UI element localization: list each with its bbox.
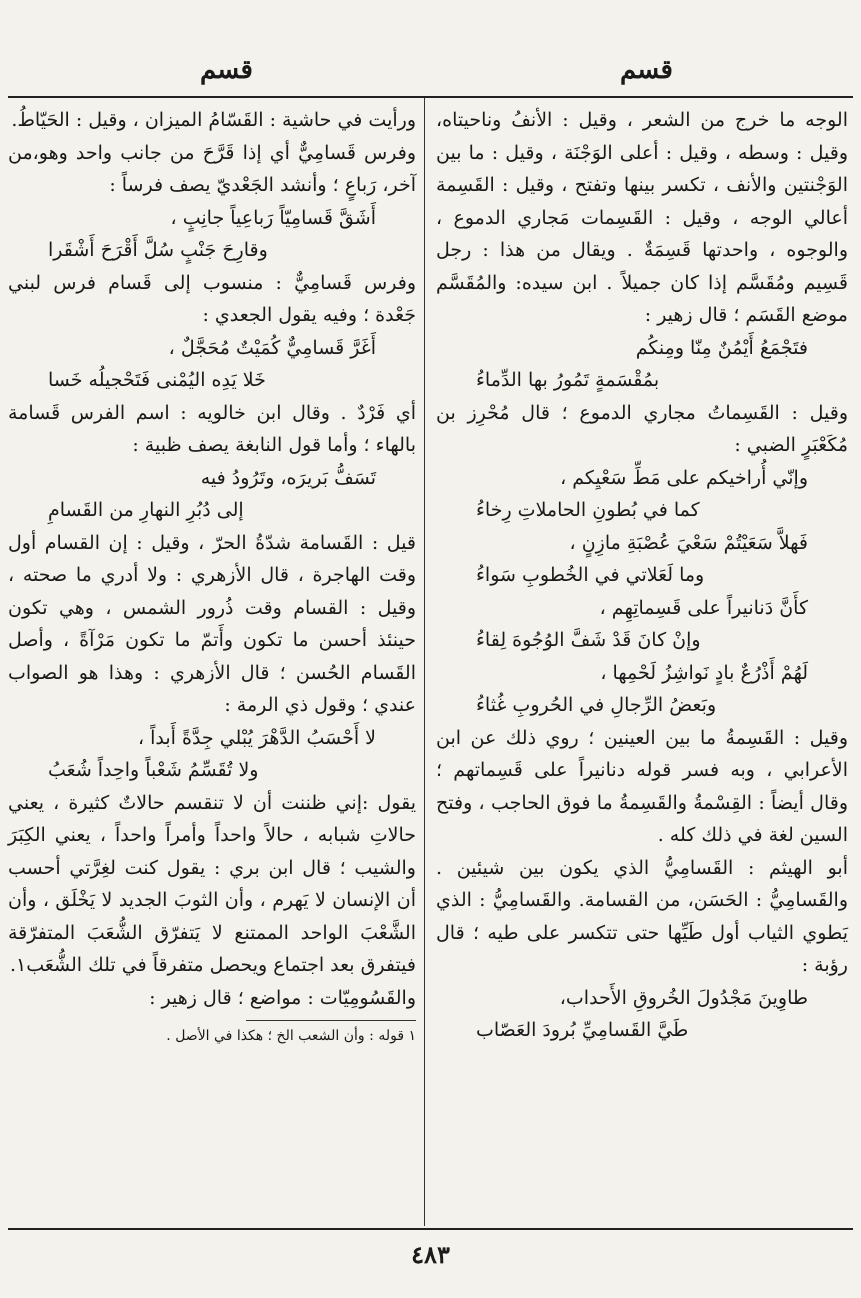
right-column [436,104,848,1047]
paragraph: قيل : القَسامة شدّةُ الحرّ ، وقيل : إن القسام أول وقت الهاجرة ، قال الأزهري : ولا أدري ما صحته ، وقيل : القسام وقت ذُرور الشمس ، وهي تكون حينئذ أحسن ما تكون وأَتمّ ما تكون مَرْآةً ، وأصل القَسام الحُسن ؛ قال الأزهري : وهذا هو الصواب عندي ؛ وقول ذي الرمة : [8,531,416,716]
verse-line: وإنْ كانَ قَدْ شَفَّ الوُجُوهَ لِقاءُ [476,629,701,651]
verse-line: ولا تُقَسِّمُ شَعْباً واحِداً شُعَبُ [48,759,259,781]
header-root-word-left: قسم [200,55,253,85]
paragraph: وفرس قَسامِيٌّ أي إذا قَرَّحَ من جانب واحد وهو،من آخر، رَباعٍ ؛ وأنشد الجَعْديّ يصف فرساً : [8,141,416,196]
paragraph: الوجه ما خرج من الشعر ، وقيل : الأنفُ وناحيتاه، وقيل : وسطه ، وقيل : أعلى الوَجْنَة ، وقيل : ما بين الوَجْنتين والأنف ، تكسر بينها وتفتح ، وقيل : القَسِمة أعالي الوجه ، وقيل : القَسِمات مَجاري الدموع ، والوجوه ، واحدتها قَسِمَةٌ . ويقال من هذا : رجل قَسِيم ومُقَسَّم إذا كان جميلاً . ابن سيده: والمُقَسَّم موضع القَسَم ؛ قال زهير : [436,109,848,326]
verse-line: فتَجْمَعُ أَيْمُنٌ مِنّا ومِنكُم [635,336,808,359]
paragraph: يقول :إني ظننت أن لا تنقسم حالاتٌ كثيرة ، يعني حالاتِ شبابه ، حالاً واحداً وأمراً واحداً ، يعني الكِبَرَ والشيب ؛ قال ابن بري : يقول كنت لغِرَّتي أحسب أن الإنسان لا يَهرم ، وأن الثوبَ الجديد لا يَخْلَق ، وأن الشَّعْبَ الواحد الممتنع لا يَتفرّق الشُّعَبَ المتفرّقة فيتفرق بعد اجتماع ويحصل متفرقاً في تلك الشُّعَب١. [8,791,416,976]
verse-line: طاوِينَ مَجْدُولَ الخُروقِ الأَحداب، [559,986,808,1009]
verse-line: كما في بُطونِ الحاملاتِ رِخاءُ [476,499,700,521]
verse-line: خَلا يَدِه اليُمْنى فَتَحْجيلُه خَسا [48,369,266,391]
paragraph: وقيل : القَسِمةُ ما بين العينين ؛ روي ذلك عن ابن الأعرابي ، وبه فسر قوله دنانيراً على قَسِماتهم ؛ وقال أيضاً : القِسْمةُ والقَسِمةُ ما فوق الحاجب ، وفتح السين لغة في ذلك كله . [436,726,848,846]
header-root-word-right: قسم [620,55,673,85]
verse-line: وقارِحَ جَنْبٍ سُلَّ أَقْرَحَ أَشْقَرا [48,239,268,261]
verse-line: لا أَحْسَبُ الدَّهْرَ يُبْلي جِدَّةً أَبداً ، [137,726,376,749]
verse-line: وما لَعَلاتي في الخُطوبِ سَواءُ [476,564,705,586]
page-number: ٤٨٣ [411,1240,450,1269]
verse-line: وإنّي أُراخيكم على مَطِّ سَعْيِكم ، [560,466,808,489]
paragraph: أي فَرْدٌ . وقال ابن خالويه : اسم الفرس قَسامة بالهاء ؛ وأما قول النابغة يصف ظبية : [8,401,416,456]
paragraph: وفرس قَسامِيٌّ : منسوب إلى قَسام فرس لبني جَعْدة ؛ وفيه يقول الجعدي : [8,271,416,326]
verse-line: بمُقْسَمةٍ تَمُورُ بها الدِّماءُ [476,369,660,391]
paragraph: ورأيت في حاشية : القَسّامُ الميزان ، وقيل : الحَيّاطُ. [11,109,416,131]
verse-line: أَشَقَّ قَسامِيّاً رَباعِياً جانِبٍ ، [170,206,376,229]
left-column [8,104,416,1047]
verse-line: لَهُمْ أَذْرُعٌ بادٍ نَواشِزُ لَحْمِها ، [600,661,808,684]
footnote: ١ قوله : وأن الشعب الخ ؛ هكذا في الأصل . [166,1028,416,1044]
bottom-rule [8,1228,853,1230]
paragraph: وقيل : القَسِماتُ مجاري الدموع ؛ قال مُحْرِز بن مُكَعْبَرٍ الضبي : [436,401,848,456]
verse-line: فَهلاَّ سَعَيْتُمْ سَعْيَ عُصْبَةِ مازِنٍ ، [569,531,808,554]
verse-line: إلى دُبُرِ النهارِ من القَسامِ [48,499,244,521]
top-rule [8,96,853,98]
footnote-rule [246,1020,416,1021]
verse-line: طَيَّ القَسامِيِّ بُرودَ العَصّاب [476,1019,689,1041]
verse-line: تَسَفُّ بَريرَه، وتَرُودُ فيه [200,466,376,489]
paragraph: أبو الهيثم : القَسامِيُّ الذي يكون بين شيئين . والقَسامِيُّ : الحَسَن، من القسامة. والقَسامِيُّ : الذي يَطوي الثياب أول طَيِّها حتى تتكسر على طيه ؛ قال رؤبة : [436,856,848,976]
column-divider [424,98,425,1226]
verse-line: كأَنَّ دَنانيراً على قَسِماتِهِم ، [599,596,808,619]
verse-line: أَغَرَّ قَسامِيٌّ كُمَيْتٌ مُحَجَّلٌ ، [168,336,376,359]
verse-line: وبَعضُ الرِّجالِ في الحُروبِ غُثاءُ [476,694,717,716]
paragraph: والقَسُومِيّات : مواضع ؛ قال زهير : [149,986,416,1009]
